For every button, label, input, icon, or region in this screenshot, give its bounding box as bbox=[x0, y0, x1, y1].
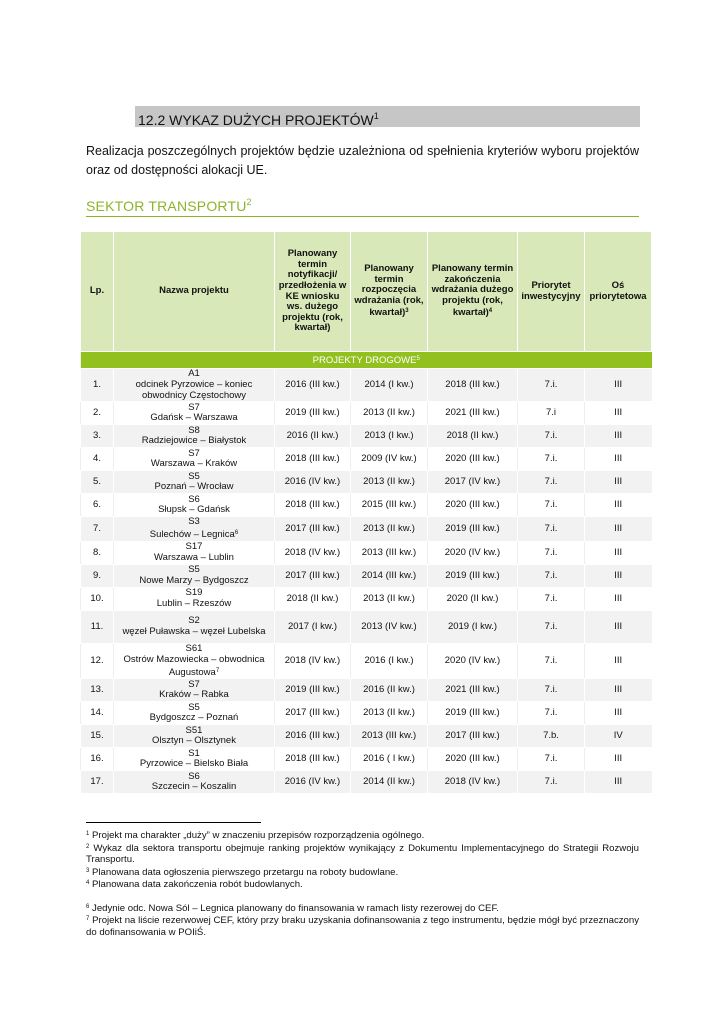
footnote-text: Planowana data ogłoszenia pierwszego przetargu na roboty budowlane. bbox=[92, 866, 399, 878]
table-row bbox=[81, 643, 652, 678]
cell-axis: III bbox=[585, 564, 652, 587]
cell-notification: 2018 (III kw.) bbox=[275, 748, 351, 771]
cell-project-name bbox=[114, 771, 275, 794]
cell-end: 2019 (III kw.) bbox=[428, 702, 518, 725]
footnote-number: 3 bbox=[86, 867, 90, 874]
cell-end: 2017 (IV kw.) bbox=[428, 471, 518, 494]
header-start: Planowany termin rozpoczęcia wdrażania (rok, kwartał)$^3$ bbox=[351, 232, 428, 352]
cell-priority: 7.i. bbox=[518, 748, 585, 771]
road-code: S2 bbox=[188, 615, 200, 627]
table-row bbox=[81, 679, 652, 702]
cell-priority: 7.i. bbox=[518, 771, 585, 794]
cell-notification: 2017 (III kw.) bbox=[275, 517, 351, 542]
cell-project-name bbox=[114, 748, 275, 771]
road-code: S19 bbox=[185, 587, 203, 599]
table-header-row bbox=[81, 232, 652, 352]
table-row bbox=[81, 564, 652, 587]
cell-project-name bbox=[114, 587, 275, 610]
cell-end: 2020 (III kw.) bbox=[428, 748, 518, 771]
footnotes bbox=[86, 829, 639, 938]
cell-axis: III bbox=[585, 402, 652, 425]
cell-axis: III bbox=[585, 610, 652, 643]
cell-end: 2021 (III kw.) bbox=[428, 679, 518, 702]
cell-axis: III bbox=[585, 369, 652, 402]
sector-heading bbox=[86, 197, 639, 217]
road-code: S7 bbox=[188, 401, 200, 413]
cell-lp: 15. bbox=[81, 725, 114, 748]
cell-project-name bbox=[114, 494, 275, 517]
cell-priority: 7.i bbox=[518, 402, 585, 425]
table-row bbox=[81, 425, 652, 448]
road-section: Radziejowice – Białystok bbox=[141, 435, 247, 447]
cell-lp: 10. bbox=[81, 587, 114, 610]
cell-lp: 6. bbox=[81, 494, 114, 517]
cell-start: 2014 (III kw.) bbox=[351, 564, 428, 587]
cell-notification: 2019 (III kw.) bbox=[275, 402, 351, 425]
table-row bbox=[81, 471, 652, 494]
footnote-number: 7 bbox=[86, 916, 90, 922]
road-section: Lublin – Rzeszów bbox=[156, 597, 232, 609]
cell-start: 2013 (II kw.) bbox=[351, 471, 428, 494]
cell-start: 2013 (I kw.) bbox=[351, 425, 428, 448]
cell-axis: III bbox=[585, 748, 652, 771]
cell-project-name bbox=[114, 702, 275, 725]
footnote-number: 6 bbox=[86, 903, 90, 910]
cell-priority: 7.i. bbox=[518, 679, 585, 702]
table-row bbox=[81, 494, 652, 517]
cell-end: 2019 (III kw.) bbox=[428, 564, 518, 587]
cell-axis: III bbox=[585, 587, 652, 610]
cell-priority: 7.i. bbox=[518, 471, 585, 494]
cell-axis: III bbox=[585, 643, 652, 678]
footnote bbox=[86, 878, 639, 891]
cell-notification: 2018 (III kw.) bbox=[275, 448, 351, 471]
cell-priority: 7.i. bbox=[518, 448, 585, 471]
cell-lp: 7. bbox=[81, 517, 114, 542]
cell-start: 2016 ( I kw.) bbox=[351, 748, 428, 771]
footnote-ref[interactable]: 7 bbox=[215, 667, 220, 674]
cell-end: 2017 (III kw.) bbox=[428, 725, 518, 748]
cell-axis: III bbox=[585, 517, 652, 542]
footnote-gap bbox=[86, 891, 639, 902]
cell-end: 2020 (IV kw.) bbox=[428, 643, 518, 678]
footnote-text: Projekt na liście rezerwowej CEF, który przy braku uzyskania dofinansowania z tego instrumentu, będzie mógł być przeznaczony do dofinansowania w POIiŚ. bbox=[86, 915, 640, 938]
road-section: Olsztyn – Olsztynek bbox=[152, 735, 236, 747]
cell-notification: 2017 (III kw.) bbox=[275, 702, 351, 725]
road-code: A1 bbox=[188, 368, 200, 379]
table-row bbox=[81, 369, 652, 402]
projects-table bbox=[80, 231, 652, 794]
footnote-number: 4 bbox=[86, 880, 90, 886]
cell-axis: III bbox=[585, 425, 652, 448]
footnote-number: 1 bbox=[86, 831, 90, 837]
cell-start: 2013 (III kw.) bbox=[351, 725, 428, 748]
cell-notification: 2016 (IV kw.) bbox=[275, 471, 351, 494]
road-code: S17 bbox=[185, 541, 203, 553]
cell-notification: 2018 (IV kw.) bbox=[275, 541, 351, 564]
cell-start: 2014 (II kw.) bbox=[351, 771, 428, 794]
cell-notification: 2016 (III kw.) bbox=[275, 369, 351, 402]
cell-priority: 7.i. bbox=[518, 643, 585, 678]
cell-start: 2013 (II kw.) bbox=[351, 587, 428, 610]
cell-end: 2021 (III kw.) bbox=[428, 402, 518, 425]
footnote bbox=[86, 902, 639, 915]
cell-axis: III bbox=[585, 471, 652, 494]
table-row bbox=[81, 448, 652, 471]
footnote-number: 2 bbox=[86, 843, 90, 850]
cell-priority: 7.i. bbox=[518, 517, 585, 542]
header-axis: Oś priorytetowa bbox=[585, 232, 652, 352]
cell-axis: III bbox=[585, 679, 652, 702]
cell-project-name bbox=[114, 517, 275, 542]
group-row-road-projects bbox=[81, 352, 652, 369]
cell-priority: 7.b. bbox=[518, 725, 585, 748]
footnote-text: Wykaz dla sektora transportu obejmuje ranking projektów wynikający z Dokumentu Implementacyjnego do Strategii Rozwoju Transportu. bbox=[86, 842, 639, 865]
road-code: S7 bbox=[188, 678, 200, 690]
cell-priority: 7.i. bbox=[518, 541, 585, 564]
cell-lp: 9. bbox=[81, 564, 114, 587]
footnote bbox=[86, 829, 639, 842]
table-row bbox=[81, 587, 652, 610]
road-code: S6 bbox=[188, 493, 200, 505]
cell-project-name bbox=[114, 541, 275, 564]
cell-project-name bbox=[114, 564, 275, 587]
cell-project-name bbox=[114, 643, 275, 678]
road-section: Bydgoszcz – Poznań bbox=[149, 712, 239, 724]
table-row bbox=[81, 517, 652, 542]
cell-notification: 2018 (III kw.) bbox=[275, 494, 351, 517]
cell-lp: 16. bbox=[81, 748, 114, 771]
cell-project-name bbox=[114, 425, 275, 448]
footnote bbox=[86, 914, 639, 938]
road-section: Słupsk – Gdańsk bbox=[158, 504, 230, 516]
cell-start: 2013 (II kw.) bbox=[351, 517, 428, 542]
road-code: S51 bbox=[185, 724, 203, 736]
cell-lp: 13. bbox=[81, 679, 114, 702]
cell-end: 2018 (III kw.) bbox=[428, 369, 518, 402]
cell-lp: 5. bbox=[81, 471, 114, 494]
table-row bbox=[81, 702, 652, 725]
road-section: Nowe Marzy – Bydgoszcz bbox=[139, 574, 249, 586]
footnote bbox=[86, 842, 639, 866]
cell-axis: III bbox=[585, 541, 652, 564]
cell-start: 2009 (IV kw.) bbox=[351, 448, 428, 471]
header-notification: Planowany termin notyfikacji/ przedłożenia w KE wniosku ws. dużego projektu (rok, kwartał) bbox=[275, 232, 351, 352]
cell-axis: III bbox=[585, 448, 652, 471]
cell-notification: 2017 (I kw.) bbox=[275, 610, 351, 643]
cell-project-name bbox=[114, 402, 275, 425]
cell-notification: 2016 (III kw.) bbox=[275, 725, 351, 748]
cell-lp: 2. bbox=[81, 402, 114, 425]
road-section: Poznań – Wrocław bbox=[154, 481, 234, 493]
cell-priority: 7.i. bbox=[518, 610, 585, 643]
section-heading bbox=[135, 106, 640, 127]
cell-priority: 7.i. bbox=[518, 564, 585, 587]
cell-project-name bbox=[114, 369, 275, 402]
group-label: PROJEKTY DROGOWE$^5$ bbox=[81, 352, 652, 369]
cell-start: 2015 (III kw.) bbox=[351, 494, 428, 517]
header-priority: Priorytet inwestycyjny bbox=[518, 232, 585, 352]
road-code: S6 bbox=[188, 770, 200, 782]
cell-lp: 1. bbox=[81, 369, 114, 402]
cell-end: 2020 (II kw.) bbox=[428, 587, 518, 610]
cell-axis: IV bbox=[585, 725, 652, 748]
table-row bbox=[81, 748, 652, 771]
cell-notification: 2018 (II kw.) bbox=[275, 587, 351, 610]
footnote-text: Planowana data zakończenia robót budowlanych. bbox=[92, 879, 303, 890]
cell-project-name bbox=[114, 725, 275, 748]
table-row bbox=[81, 402, 652, 425]
road-section: Pyrzowice – Bielsko Biała bbox=[139, 758, 249, 770]
cell-lp: 4. bbox=[81, 448, 114, 471]
cell-end: 2020 (III kw.) bbox=[428, 494, 518, 517]
cell-end: 2018 (II kw.) bbox=[428, 425, 518, 448]
cell-priority: 7.i. bbox=[518, 494, 585, 517]
cell-start: 2016 (II kw.) bbox=[351, 679, 428, 702]
cell-lp: 14. bbox=[81, 702, 114, 725]
cell-axis: III bbox=[585, 494, 652, 517]
cell-lp: 12. bbox=[81, 643, 114, 678]
cell-notification: 2018 (IV kw.) bbox=[275, 643, 351, 678]
cell-start: 2013 (III kw.) bbox=[351, 541, 428, 564]
header-lp: Lp. bbox=[81, 232, 114, 352]
table-row bbox=[81, 725, 652, 748]
road-code: S7 bbox=[188, 447, 200, 459]
cell-start: 2013 (IV kw.) bbox=[351, 610, 428, 643]
table-row bbox=[81, 541, 652, 564]
road-code: S5 bbox=[188, 701, 200, 713]
cell-project-name bbox=[114, 448, 275, 471]
sector-footnote-ref[interactable]: 2 bbox=[246, 197, 252, 207]
cell-start: 2013 (II kw.) bbox=[351, 702, 428, 725]
cell-start: 2013 (II kw.) bbox=[351, 402, 428, 425]
footnote bbox=[86, 866, 639, 879]
cell-lp: 11. bbox=[81, 610, 114, 643]
cell-priority: 7.i. bbox=[518, 369, 585, 402]
road-code: S8 bbox=[188, 424, 200, 436]
sector-title: SEKTOR TRANSPORTU bbox=[86, 198, 247, 214]
section-title-footnote-ref[interactable]: 1 bbox=[373, 111, 379, 121]
road-section: węzeł Puławska – węzeł Lubelska bbox=[122, 625, 266, 637]
road-section: Sulechów – Legnica bbox=[149, 529, 235, 541]
cell-axis: III bbox=[585, 771, 652, 794]
footnote-ref[interactable]: 6 bbox=[234, 530, 239, 537]
header-project-name: Nazwa projektu bbox=[114, 232, 275, 352]
road-section: Warszawa – Lublin bbox=[154, 551, 234, 563]
footnote-text: Projekt ma charakter „duży” w znaczeniu przepisów rozporządzenia ogólnego. bbox=[92, 830, 425, 841]
table-row bbox=[81, 771, 652, 794]
cell-start: 2016 (I kw.) bbox=[351, 643, 428, 678]
intro-paragraph: Realizacja poszczególnych projektów będzie uzależniona od spełnienia kryteriów wyboru projektów oraz od dostępności alokacji UE. bbox=[86, 144, 639, 177]
cell-start: 2014 (I kw.) bbox=[351, 369, 428, 402]
cell-end: 2018 (IV kw.) bbox=[428, 771, 518, 794]
cell-project-name bbox=[114, 679, 275, 702]
footnote-separator bbox=[86, 822, 261, 823]
cell-lp: 3. bbox=[81, 425, 114, 448]
cell-notification: 2016 (II kw.) bbox=[275, 425, 351, 448]
road-section: Ostrów Mazowiecka – obwodnica Augustowa bbox=[123, 653, 265, 678]
cell-end: 2019 (I kw.) bbox=[428, 610, 518, 643]
cell-lp: 8. bbox=[81, 541, 114, 564]
road-code: S5 bbox=[188, 470, 200, 482]
footnote-text: Jedynie odc. Nowa Sól – Legnica planowany do finansowania w ramach listy rezerowej do CEF. bbox=[92, 902, 499, 914]
section-title: WYKAZ DUŻYCH PROJEKTÓW bbox=[169, 112, 374, 128]
section-number: 12.2 bbox=[138, 112, 166, 128]
cell-project-name bbox=[114, 471, 275, 494]
road-section: Warszawa – Kraków bbox=[150, 458, 238, 470]
road-code: S1 bbox=[188, 747, 200, 759]
road-section: Gdańsk – Warszawa bbox=[150, 412, 238, 424]
cell-project-name bbox=[114, 610, 275, 643]
cell-lp: 17. bbox=[81, 771, 114, 794]
cell-axis: III bbox=[585, 702, 652, 725]
table-row bbox=[81, 610, 652, 643]
cell-end: 2019 (III kw.) bbox=[428, 517, 518, 542]
cell-end: 2020 (III kw.) bbox=[428, 448, 518, 471]
road-code: S61 bbox=[185, 642, 203, 654]
cell-notification: 2019 (III kw.) bbox=[275, 679, 351, 702]
cell-priority: 7.i. bbox=[518, 587, 585, 610]
road-section: odcinek Pyrzowice – koniec obwodnicy Częstochowy bbox=[135, 378, 253, 401]
road-section: Szczecin – Koszalin bbox=[151, 781, 237, 793]
header-end: Planowany termin zakończenia wdrażania dużego projektu (rok, kwartał)$^4$ bbox=[428, 232, 518, 352]
road-section: Kraków – Rabka bbox=[159, 689, 229, 701]
cell-notification: 2016 (IV kw.) bbox=[275, 771, 351, 794]
cell-notification: 2017 (III kw.) bbox=[275, 564, 351, 587]
cell-priority: 7.i. bbox=[518, 425, 585, 448]
road-code: S3 bbox=[188, 516, 200, 528]
cell-end: 2020 (IV kw.) bbox=[428, 541, 518, 564]
road-code: S5 bbox=[188, 564, 200, 576]
cell-priority: 7.i. bbox=[518, 702, 585, 725]
